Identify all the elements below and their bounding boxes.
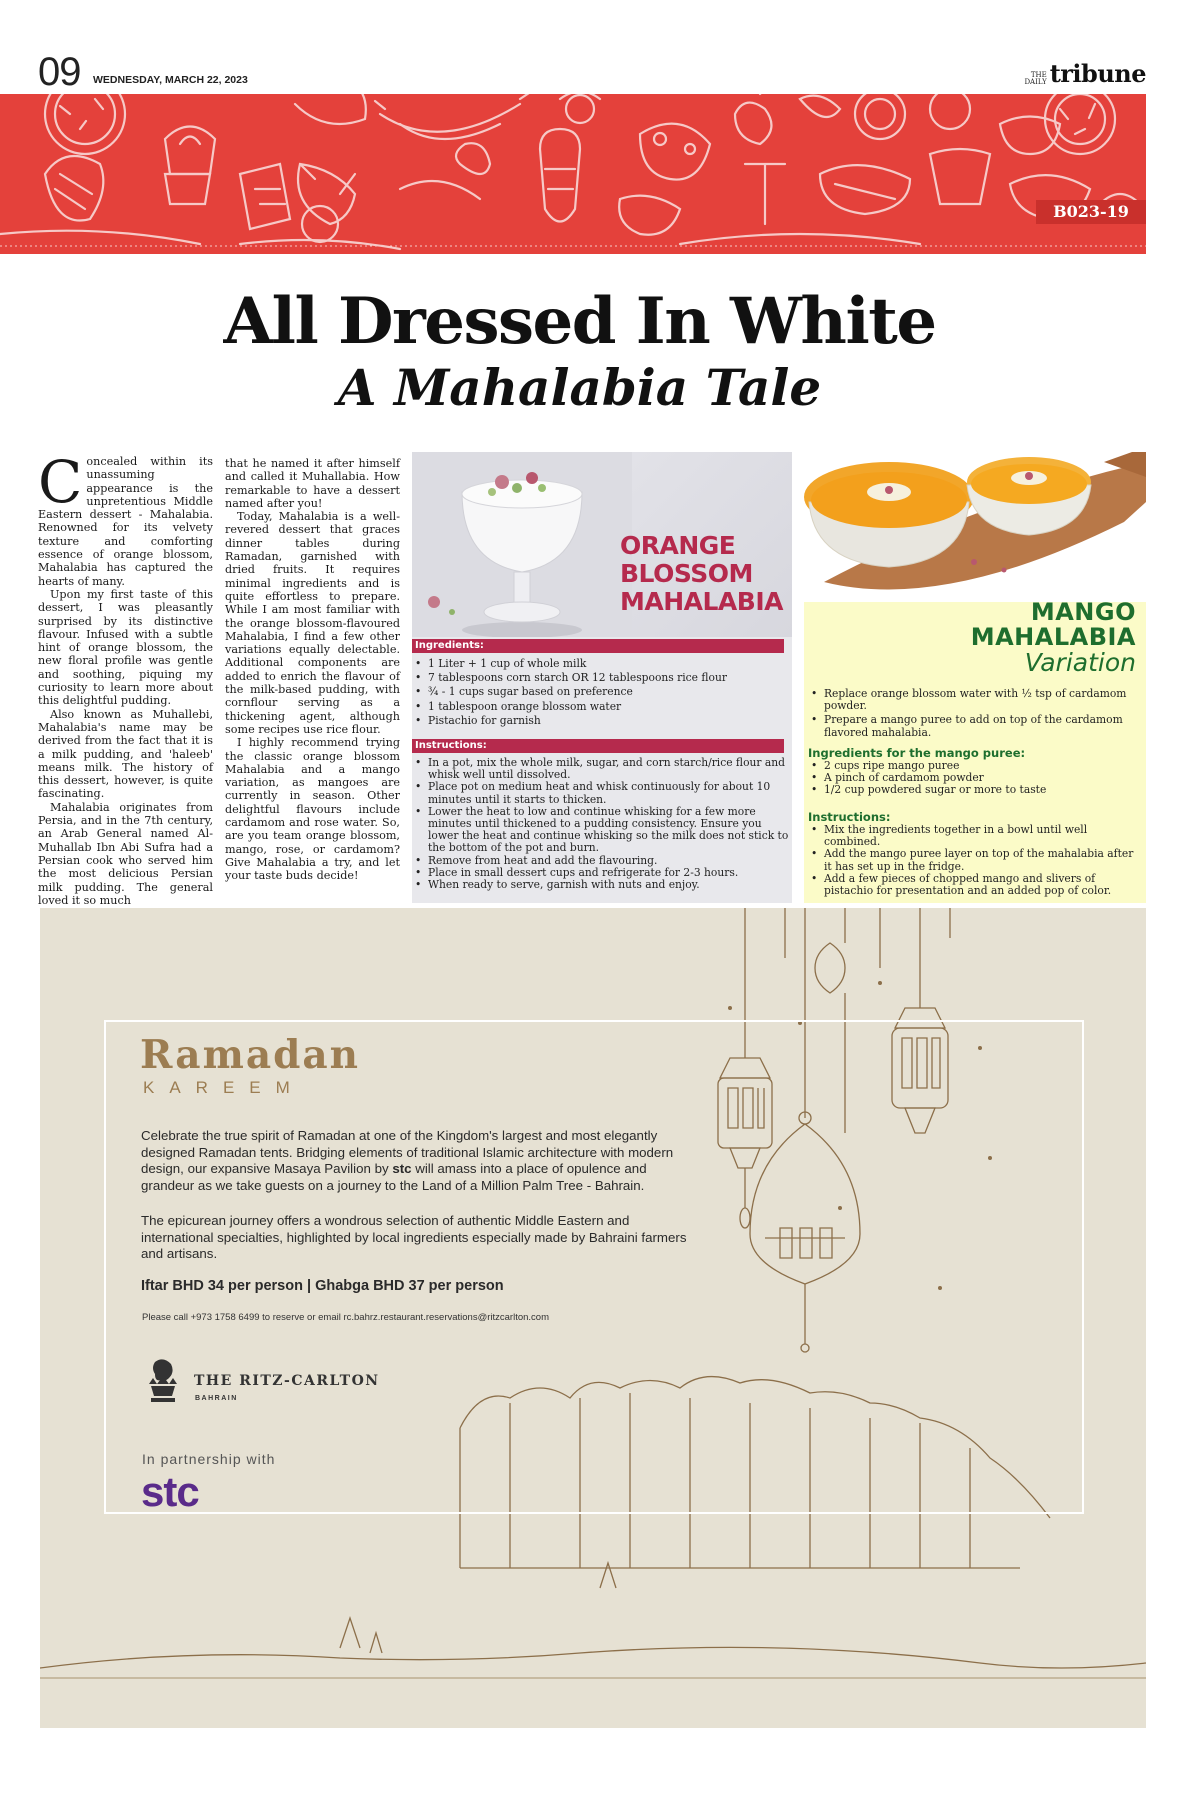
ritz-carlton-lion-crown-icon (141, 1358, 185, 1410)
article-column-1 (38, 448, 213, 907)
list-item: • 1 Liter + 1 cup of whole milk (412, 658, 790, 670)
title-line: MAHALABIA (970, 623, 1136, 651)
list-item: • Mix the ingredients together in a bowl until well combined. (808, 824, 1142, 848)
instructions-label-bar: Instructions: (412, 739, 784, 753)
list-item: • 1 tablespoon orange blossom water (412, 701, 790, 713)
stc-logo[interactable]: stc (141, 1468, 199, 1515)
title-line: MAHALABIA (620, 587, 783, 616)
orange-blossom-title (620, 532, 790, 616)
mango-instructions-list (808, 824, 1142, 897)
logo-small-top: THE (1030, 71, 1047, 79)
list-item: • Lower the heat to low and continue whisking for a few more minutes until thickened to a pudding consistency. Ensure you lower the heat and continue whisking so the milk does not stick to the bottom of the pot and burn. (412, 806, 790, 855)
list-item: • When ready to serve, garnish with nuts and enjoy. (412, 879, 790, 891)
article-column-2 (225, 457, 400, 883)
title-line: MANGO (1030, 598, 1136, 626)
list-item: • 2 cups ripe mango puree (808, 760, 1142, 772)
title-line: BLOSSOM (620, 559, 753, 588)
article-paragraph: I highly recommend trying the classic orange blossom Mahalabia and a mango variation, as mangoes are currently in season. Other delightful flavours include cardamom and rose water. So, are you team orange blossom, mango, rose, or cardamom? Give Mahalabia a try, and let your taste buds decide! (225, 736, 400, 883)
mango-bowls-illustration (804, 452, 1146, 602)
mango-title (971, 600, 1136, 650)
ad-title-sub: KAREEM (143, 1078, 305, 1097)
article-paragraph: Mahalabia originates from Persia, and in the 7th century, an Arab General named Al-Muhallab Ibn Abi Sufra had a Persian cook who served him the most delicious Persian milk pudding. The general loved it so much (38, 800, 213, 907)
mango-instructions-heading: Instructions: (808, 810, 891, 824)
ritz-carlton-ramadan-ad[interactable] (40, 908, 1146, 1728)
partner-label: In partnership with (142, 1451, 276, 1467)
drop-cap: C (38, 448, 83, 516)
ingredients-list (412, 658, 790, 729)
mango-intro-list (808, 688, 1142, 739)
paragraph-text: oncealed within its unassuming appearance is the unpretentious Middle Eastern dessert - Mahalabia. Renowned for its velvety texture and comforting essence of orange blossom, Mahalabia has captured the hearts of many. (38, 455, 213, 588)
ad-paragraph-text: will amass into a place of opulence and grandeur as we take guests on a journey to the Land of a Million Palm Tree - Bahrain. (141, 1161, 647, 1193)
article-paragraph: Upon my first taste of this dessert, I was pleasantly surprised by its distinctive flavour. Infused with a subtle hint of orange blossom, the new floral profile was gentle and soothing, piquing my curiosity to learn more about this delightful pudding. (38, 587, 213, 708)
ad-contact-line[interactable]: Please call +973 1758 6499 to reserve or email rc.bahrz.restaurant.reservations@ritzcarlton.com (142, 1312, 549, 1323)
stc-inline-bold: stc (392, 1161, 412, 1176)
mahalabia-cup-photo (412, 452, 792, 637)
page-number: 09 (38, 50, 81, 94)
ingredients-label-bar: Ingredients: (412, 639, 784, 653)
issue-date: WEDNESDAY, MARCH 22, 2023 (93, 74, 248, 86)
list-item: • Add the mango puree layer on top of the mahalabia after it has set up in the fridge. (808, 848, 1142, 872)
mango-puree-heading: Ingredients for the mango puree: (808, 746, 1026, 760)
article-paragraph: Today, Mahalabia is a well-revered dessert that graces dinner tables during Ramadan, garnished with dried fruits. It requires minimal ingredients and is quite effortless to prepare. While I am most familiar with the orange blossom-flavoured Mahalabia, I find a few other variations equally delectable. Additional components are added to enrich the flavour of the milk-based pudding, with cornflour serving as a thickening agent, although some recipes use rice flour. (225, 510, 400, 736)
ad-paragraph: The epicurean journey offers a wondrous selection of authentic Middle Eastern and international specialties, highlighted by local ingredients especially made by Bahraini farmers and artisans. (141, 1213, 687, 1261)
food-doodles-illustration (0, 94, 1146, 254)
list-item: • Add a few pieces of chopped mango and slivers of pistachio for presentation and an added pop of color. (808, 873, 1142, 897)
orange-blossom-recipe-box (412, 452, 792, 903)
ritz-carlton-wordmark: THE RITZ-CARLTON (194, 1373, 380, 1389)
ad-title: Ramadan (140, 1032, 361, 1078)
article-paragraph (38, 448, 213, 588)
list-item: • Remove from heat and add the flavouring. (412, 855, 790, 867)
list-item: • Pistachio for garnish (412, 715, 790, 727)
list-item: • In a pot, mix the whole milk, sugar, and corn starch/rice flour and whisk well until dissolved. (412, 757, 790, 781)
logo-small-text (1024, 72, 1046, 86)
ad-paragraph (141, 1128, 701, 1194)
ad-price-line: Iftar BHD 34 per person | Ghabga BHD 37 per person (141, 1278, 504, 1294)
list-item: • A pinch of cardamom powder (808, 772, 1142, 784)
mango-mahalabia-photo (804, 452, 1146, 602)
list-item: • 1/2 cup powdered sugar or more to taste (808, 784, 1142, 796)
list-item: • 7 tablespoons corn starch OR 12 tablespoons rice flour (412, 672, 790, 684)
mango-subtitle: Variation (1024, 648, 1136, 677)
headline: All Dressed In White (223, 284, 936, 359)
page-code-badge: B023-19 (1036, 200, 1146, 224)
title-line: ORANGE (620, 531, 736, 560)
list-item: • Place in small dessert cups and refrigerate for 2-3 hours. (412, 867, 790, 879)
publication-logo[interactable] (1024, 59, 1146, 88)
logo-main-text: tribune (1049, 59, 1146, 88)
mango-recipe-box (804, 452, 1146, 903)
logo-small-bottom: DAILY (1024, 78, 1047, 86)
article-paragraph: Also known as Muhallebi, Mahalabia's name may be derived from the fact that it is a milk pudding, and 'haleeb' means milk. The history of this dessert, however, is quite fascinating. (38, 707, 213, 801)
list-item: • Place pot on medium heat and whisk continuously for about 10 minutes until it starts to thicken. (412, 781, 790, 805)
subheadline: A Mahalabia Tale (337, 358, 822, 417)
article-paragraph: that he named it after himself and called it Muhallabia. How remarkable to have a dessert named after you! (225, 457, 400, 510)
ad-paragraph-text: Celebrate the true spirit of Ramadan at one of the Kingdom's largest and most elegantly designed Ramadan tents. Bridging elements of traditional Islamic architecture with modern design, our expansive Masaya Pavilion by (141, 1128, 674, 1176)
food-doodle-banner (0, 94, 1146, 254)
list-item: • Replace orange blossom water with ½ tsp of cardamom powder. (808, 688, 1142, 712)
list-item: • Prepare a mango puree to add on top of the cardamom flavored mahalabia. (808, 714, 1142, 738)
ritz-carlton-location: BAHRAIN (195, 1395, 238, 1402)
mango-puree-list (808, 760, 1142, 797)
instructions-list (412, 757, 790, 891)
list-item: • ¾ - 1 cups sugar based on preference (412, 686, 790, 698)
